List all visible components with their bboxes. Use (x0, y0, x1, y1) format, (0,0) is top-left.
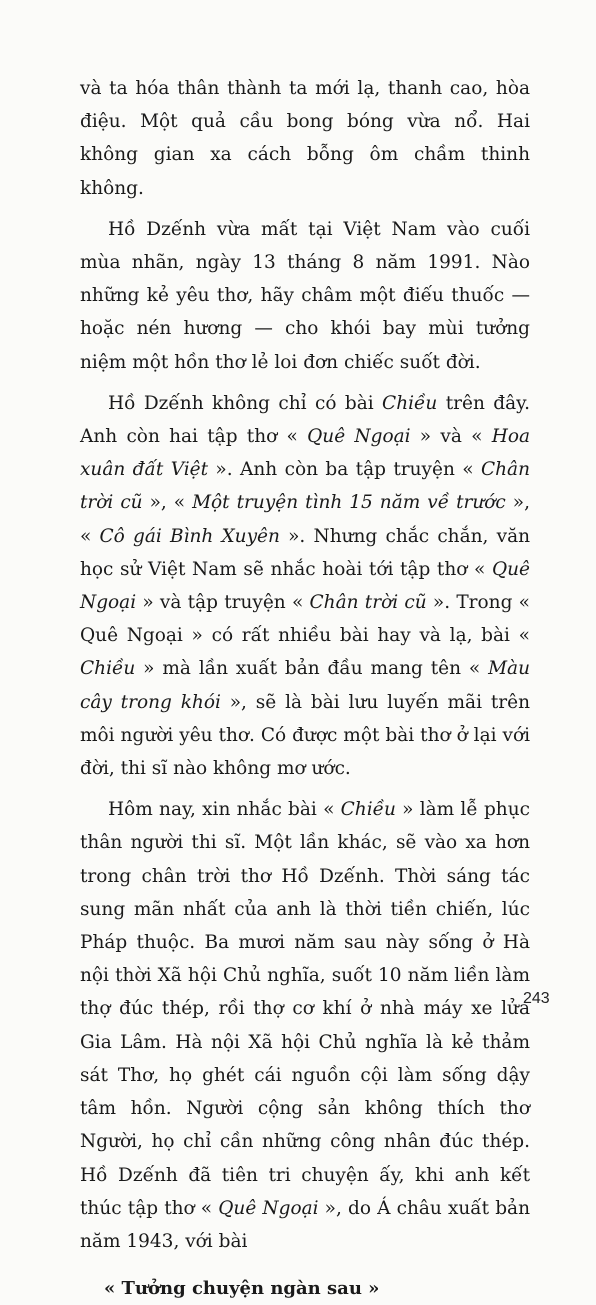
italic-title-text: Chiều (340, 799, 396, 821)
text-run: trên đây. Anh còn hai tập thơ « (80, 392, 530, 448)
paragraph-3 (80, 387, 530, 785)
text-run: » và tập truyện « (136, 592, 310, 614)
italic-title-text: Một truyện tình 15 năm về trước (192, 492, 506, 514)
poem-title: « Tưởng chuyện ngàn sau » (104, 1278, 380, 1300)
text-run: » làm lễ phục thân người thi sĩ. Một lần khác, sẽ vào xa hơn trong chân trời thơ Hồ Dzếnh. Thời sáng tác sung mãn nhất của anh là thời tiền chiến, lúc Pháp thuộc. Ba mươi năm sau này sống ở Hà nội thời Xã hội Chủ nghĩa, suốt 10 năm liền làm thợ đúc thép, rồi thợ cơ khí ở nhà máy xe lửa Gia Lâm. Hà nội Xã hội Chủ nghĩa là kẻ thảm sát Thơ, họ ghét cái nguồn cội làm sống dậy tâm hồn. Người cộng sản không thích thơ Người, họ chỉ cần những công nhân đúc thép. Hồ Dzếnh đã tiên tri chuyện ấy, khi anh kết thúc tập thơ « (80, 799, 530, 1219)
italic-title-text: Chân trời cũ (309, 592, 427, 614)
text-run: » và « (410, 426, 492, 448)
text-run: và ta hóa thân thành ta mới lạ, thanh cao, hòa điệu. Một quả cầu bong bóng vừa nổ. Hai không gian xa cách bỗng ôm chầm thinh không. (80, 78, 530, 199)
page-number: 243 (523, 990, 550, 1007)
italic-title-text: Chân trời cũ (80, 459, 530, 514)
text-run: », « (142, 492, 193, 514)
paragraph-2 (80, 213, 530, 379)
italic-title-text: Chiều (80, 658, 136, 680)
italic-title-text: Quê Ngoại (80, 558, 530, 614)
text-run: ». Trong « Quê Ngoại » có rất nhiều bài hay và lạ, bài « (80, 592, 530, 647)
text-run: Hồ Dzếnh không chỉ có bài (108, 392, 383, 414)
text-run: Hồ Dzếnh vừa mất tại Việt Nam vào cuối mùa nhãn, ngày 13 tháng 8 năm 1991. Nào những kẻ yêu thơ, hãy châm một điếu thuốc — hoặc nén hương — cho khói bay mùi tưởng niệm một hồn thơ lẻ loi đơn chiếc suốt đời. (80, 218, 530, 373)
text-run: ». Anh còn ba tập truyện « (208, 459, 481, 481)
italic-title-text: Chiều (382, 392, 438, 414)
text-run: ». Nhưng chắc chắn, văn học sử Việt Nam sẽ nhắc hoài tới tập thơ « (80, 525, 531, 580)
italic-title-text: Hoa xuân đất Việt (80, 426, 530, 481)
text-run: Hôm nay, xin nhắc bài « (108, 799, 341, 821)
paragraph-1 (80, 72, 530, 205)
text-run: » mà lần xuất bản đầu mang tên « (135, 658, 489, 680)
italic-title-text: Cô gái Bình Xuyên (99, 525, 280, 547)
text-run: », do Á châu xuất bản năm 1943, với bài (80, 1197, 530, 1252)
text-run: », « (80, 492, 530, 547)
text-run: », sẽ là bài lưu luyến mãi trên môi người yêu thơ. Có được một bài thơ ở lại với đời, thi sĩ nào không mơ ước. (80, 691, 530, 780)
italic-title-text: Quê Ngoại (307, 426, 411, 448)
italic-title-text: Quê Ngoại (218, 1197, 319, 1219)
body-text (80, 72, 530, 1305)
paragraph-4 (80, 793, 530, 1258)
italic-title-text: Màu cây trong khói (80, 658, 530, 713)
